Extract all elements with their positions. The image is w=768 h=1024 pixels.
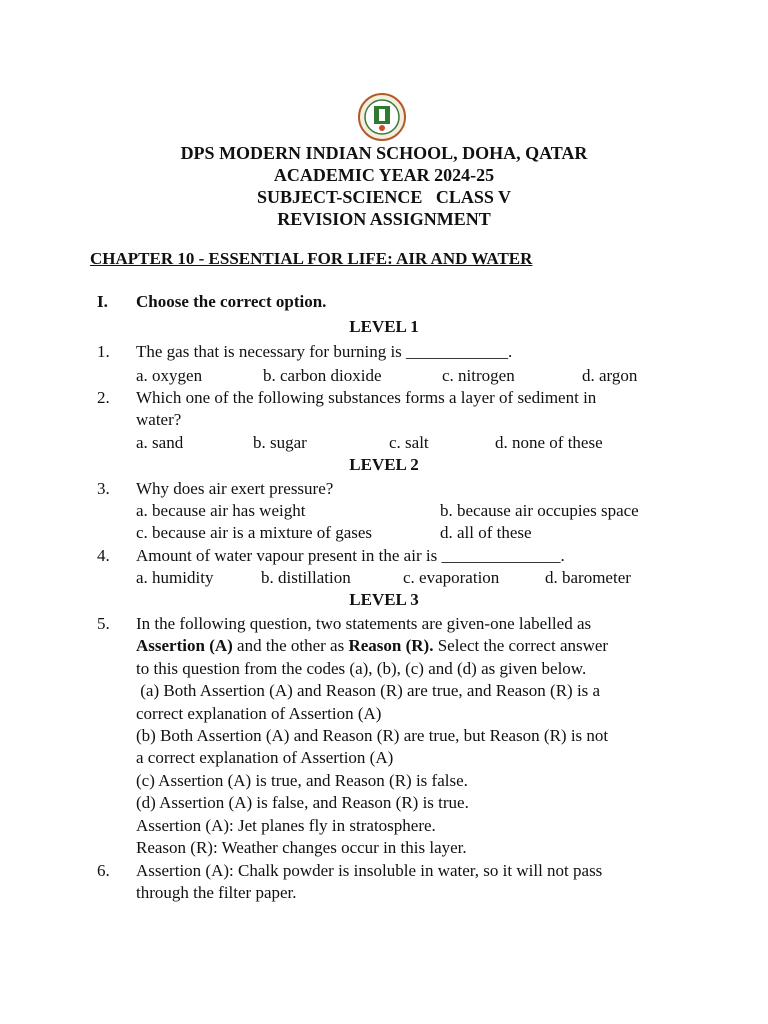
option: c. nitrogen: [442, 366, 515, 385]
subject-class: SUBJECT-SCIENCE CLASS V: [256, 187, 512, 207]
option: a. sand: [136, 433, 184, 452]
question-number: 4.: [97, 546, 110, 565]
option: d. argon: [582, 366, 638, 385]
text-span: and the other as: [232, 636, 349, 655]
question-text: [136, 636, 608, 656]
question-text: (b) Both Assertion (A) and Reason (R) are true, but Reason (R) is not: [136, 726, 609, 745]
level-heading: LEVEL 2: [349, 455, 419, 474]
question-number: 6.: [97, 861, 110, 880]
question-number: 2.: [97, 388, 110, 407]
question-text: Amount of water vapour present in the air is ______________.: [136, 546, 565, 565]
option: b. carbon dioxide: [263, 366, 382, 385]
question-text: Assertion (A): Jet planes fly in stratosphere.: [136, 816, 436, 835]
option: c. salt: [389, 433, 429, 452]
question-text: In the following question, two statements are given-one labelled as: [136, 614, 592, 633]
question-text: (d) Assertion (A) is false, and Reason (R) is true.: [136, 793, 469, 812]
question-text: (a) Both Assertion (A) and Reason (R) are true, and Reason (R) is a: [136, 681, 601, 700]
question-text: a correct explanation of Assertion (A): [136, 748, 394, 767]
section-numeral: I.: [97, 292, 108, 311]
question-text: Which one of the following substances forms a layer of sediment in: [136, 388, 597, 407]
question-number: 3.: [97, 479, 110, 498]
school-emblem-icon: [357, 92, 407, 142]
school-name: DPS MODERN INDIAN SCHOOL, DOHA, QATAR: [180, 143, 588, 163]
question-number: 1.: [97, 342, 110, 361]
option: a. humidity: [136, 568, 214, 587]
option: b. because air occupies space: [440, 501, 639, 520]
question-text: Assertion (A): Chalk powder is insoluble in water, so it will not pass: [136, 861, 603, 880]
question-text: The gas that is necessary for burning is ____________.: [136, 342, 513, 361]
question-text: Reason (R): Weather changes occur in this layer.: [136, 838, 467, 857]
level-heading: LEVEL 1: [349, 317, 419, 336]
question-text: Why does air exert pressure?: [136, 479, 334, 498]
reason-label: Reason (R).: [348, 636, 434, 655]
option: b. distillation: [261, 568, 351, 587]
assignment-title: REVISION ASSIGNMENT: [277, 209, 491, 229]
question-number: 5.: [97, 614, 110, 633]
assertion-label: Assertion (A): [136, 636, 233, 655]
option: a. oxygen: [136, 366, 203, 385]
option: d. barometer: [545, 568, 631, 587]
question-text: to this question from the codes (a), (b), (c) and (d) as given below.: [136, 659, 587, 678]
question-text: water?: [136, 410, 182, 429]
academic-year: ACADEMIC YEAR 2024-25: [273, 165, 495, 185]
option: a. because air has weight: [136, 501, 306, 520]
option: d. none of these: [495, 433, 603, 452]
option: c. evaporation: [403, 568, 500, 587]
section-title: Choose the correct option.: [136, 292, 327, 311]
level-heading: LEVEL 3: [349, 590, 419, 609]
question-text: correct explanation of Assertion (A): [136, 704, 382, 723]
question-text: (c) Assertion (A) is true, and Reason (R) is false.: [136, 771, 468, 790]
option: c. because air is a mixture of gases: [136, 523, 373, 542]
question-text: through the filter paper.: [136, 883, 297, 902]
option: b. sugar: [253, 433, 307, 452]
option: d. all of these: [440, 523, 532, 542]
chapter-title: CHAPTER 10 - ESSENTIAL FOR LIFE: AIR AND WATER: [90, 249, 533, 268]
text-span: Select the correct answer: [433, 636, 609, 655]
